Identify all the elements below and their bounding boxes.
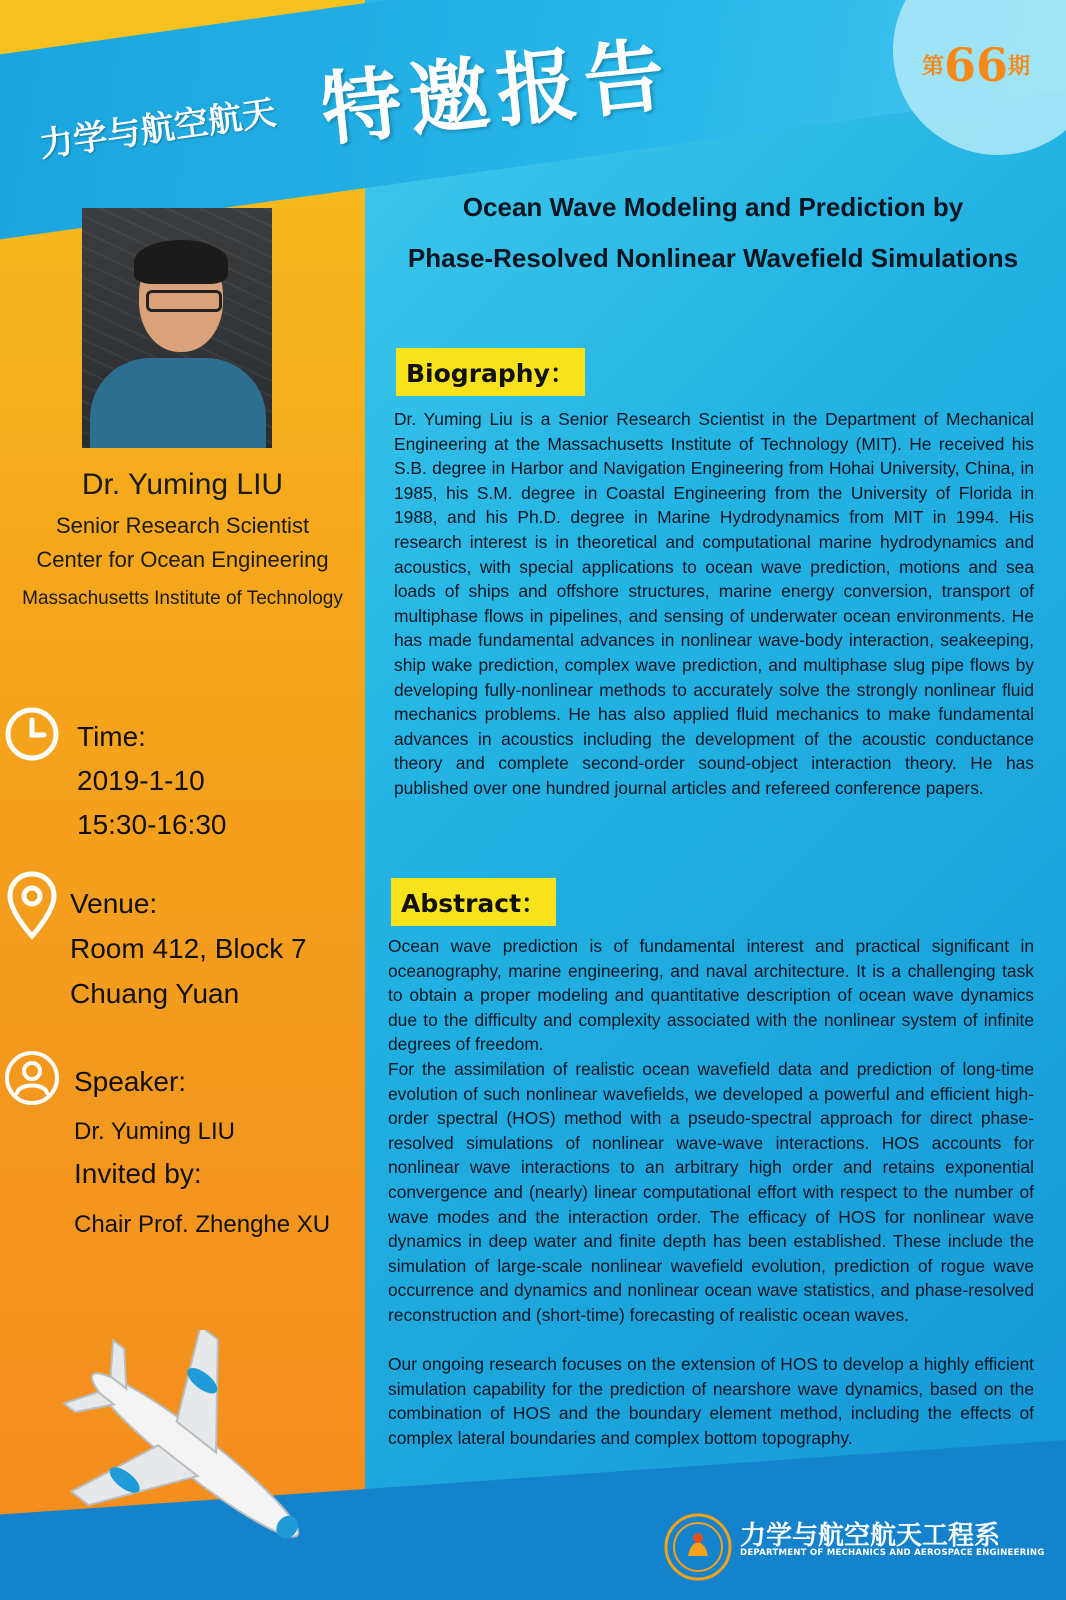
biography-text: Dr. Yuming Liu is a Senior Research Scientist in the Department of Mechanical Engineering at the Massachusetts Institute of Technology (MIT). He received his S.B. degree in Harbor and Navigation Engineering from Hohai University, China, in 1985, his S.M. degree in Coastal Engineering from the University of Florida in 1988, and his Ph.D. degree in Marine Hydrodynamics from MIT in 1994. His research interest is in theoretical and computational marine hydrodynamics and acoustics, with special applications to ocean wave prediction, motions and sea loads of ships and offshore structures, marine energy conversion, transport of multiphase flows in pipelines, and sensing of underwater ocean environments. He has made fundamental advances in nonlinear wave-body interaction, seakeeping, ship wake prediction, complex wave prediction, and multiphase slug pipe flows by developing fully-nonlinear methods to accurately solve the strongly nonlinear fluid mechanics problems. He has also applied fluid mechanics to make fundamental advances in acoustics including the development of the acoustic conductance theory and complete second-order sound-object interaction theory. He has published over one hundred journal articles and refereed conference papers.	[394, 409, 1034, 798]
issue-number	[922, 38, 1030, 92]
issue-suffix: 期	[1008, 53, 1031, 80]
series-title: 力学与航空航天	[37, 92, 279, 166]
venue-label: Venue:	[70, 888, 158, 919]
talk-title-line1: Ocean Wave Modeling and Prediction by	[462, 192, 964, 222]
speaker-institution: Massachusetts Institute of Technology	[22, 588, 343, 609]
event-time: 15:30-16:30	[77, 809, 227, 840]
abstract-paragraph-1: Ocean wave prediction is of fundamental interest and practical significant in oceanography, marine engineering, and naval architecture. It is a challenging task to obtain a proper modeling and quantitative description of ocean wave dynamics due to the difficulty and complexity associated with the nonlinear system of infinite degrees of freedom.	[388, 936, 1034, 1055]
department-name-en: DEPARTMENT OF MECHANICS AND AEROSPACE ENGINEERING	[740, 1548, 1045, 1558]
special-title: 特邀报告	[316, 26, 677, 158]
department-seal-icon	[663, 1512, 733, 1582]
abstract-paragraph-2: For the assimilation of realistic ocean wavefield data and prediction of long-time evolution of such nonlinear wavefields, we developed a powerful and efficient high-order spectral (HOS) method with a pseudo-spectral approach for direct phase-resolved simulations of nonlinear wave-wave interactions. HOS accounts for nonlinear wave interactions to an arbitrary high order and retains exponential convergence and (nearly) linear computational effort with respect to the number of wave modes and the interaction order. The efficacy of HOS for nonlinear wave dynamics in deep water and finite depth has been established. These include the simulation of large-scale nonlinear wavefield evolution, prediction of rogue wave occurrence and dynamics and nonlinear ocean wave statistics, and phase-resolved reconstruction and (short-time) forecasting of realistic ocean waves.	[388, 1059, 1034, 1325]
speaker-detail-name: Dr. Yuming LIU	[74, 1118, 235, 1145]
speaker-center: Center for Ocean Engineering	[36, 547, 329, 572]
time-label: Time:	[77, 721, 146, 752]
biography-label: Biography：	[396, 348, 585, 396]
invited-name: Chair Prof. Zhenghe XU	[74, 1211, 331, 1238]
clock-icon	[4, 706, 60, 762]
issue-value: 66	[944, 38, 1009, 92]
issue-prefix: 第	[922, 53, 945, 80]
abstract-label: Abstract：	[391, 878, 556, 926]
venue-line2: Chuang Yuan	[70, 978, 240, 1009]
location-pin-icon	[6, 870, 58, 942]
talk-title-line2: Phase-Resolved Nonlinear Wavefield Simulations	[407, 243, 1019, 273]
speaker-name: Dr. Yuming LIU	[81, 468, 284, 501]
abstract-paragraph-3: Our ongoing research focuses on the extension of HOS to develop a highly efficient simulation capability for the prediction of nearshore wave dynamics, based on the combination of HOS and the boundary element method, including the effects of complex lateral boundaries and complex bottom topography.	[388, 1354, 1034, 1448]
event-date: 2019-1-10	[77, 765, 205, 796]
speaker-position: Senior Research Scientist	[55, 513, 310, 538]
department-name-cn: 力学与航空航天工程系	[740, 1521, 1001, 1551]
person-icon	[4, 1050, 60, 1106]
airplane-icon	[60, 1330, 330, 1580]
venue-line1: Room 412, Block 7	[70, 933, 307, 964]
speaker-photo	[82, 208, 272, 448]
invited-label: Invited by:	[74, 1158, 202, 1189]
speaker-label: Speaker:	[74, 1066, 187, 1097]
talk-title	[368, 182, 1058, 284]
